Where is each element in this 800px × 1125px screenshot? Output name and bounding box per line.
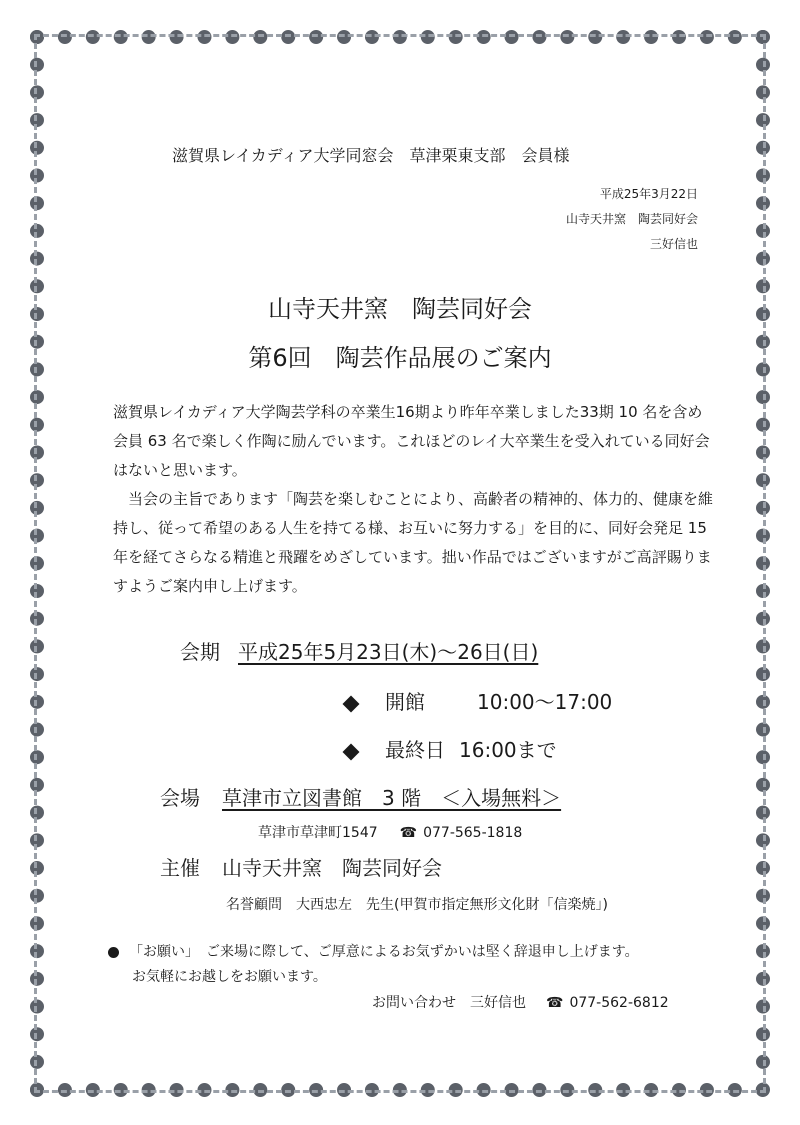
diamond-bullet-icon: [343, 743, 360, 760]
diamond-bullet-icon: [343, 695, 360, 712]
advisor: 名誉顧問 大西忠左 先生(甲賀市指定無形文化財「信楽焼」): [226, 897, 608, 913]
venue-phone: 077-565-1818: [423, 825, 523, 841]
title-line-1: 山寺天井窯 陶芸同好会: [268, 295, 532, 323]
date: 平成25年3月22日: [599, 187, 698, 201]
venue-address: 草津市草津町1547: [258, 825, 378, 841]
host-value: 山寺天井窯 陶芸同好会: [222, 856, 442, 880]
venue-label: 会場: [160, 786, 200, 810]
host-row: [160, 852, 442, 881]
period-row: [180, 636, 538, 665]
sender-name: 三好信也: [649, 237, 698, 251]
opening-hours-row: [345, 686, 612, 715]
open-value: 10:00～17:00: [477, 690, 613, 714]
paragraph-1: 滋賀県レイカディア大学陶芸学科の卒業生16期より昨年卒業しました33期 10 名を含め会員 63 名で楽しく作陶に励んでいます。これほどのレイ大卒業生を受入れている同好会はないと思います。: [113, 403, 710, 479]
bullet-icon: [108, 947, 119, 958]
contact-row: [372, 992, 669, 1012]
paragraph-2: 当会の主旨であります「陶芸を楽しむことにより、高齢者の精神的、体力的、健康を維持し、従って希望のある人生を持てる様、お互いに努力する」を目的に、同好会発足 15 年を経てさらなる精進と飛躍をめざしています。拙い作品ではございますがご高評賜りますようご案内申し上げます。: [113, 490, 714, 595]
phone-icon: ☎: [399, 825, 418, 841]
venue-row: [160, 782, 561, 811]
period-value: 平成25年5月23日(木)～26日(日): [238, 640, 539, 664]
phone-icon: ☎: [546, 995, 564, 1011]
venue-value: 草津市立図書館 3 階 ＜入場無料＞: [222, 786, 562, 810]
sender-organization: 山寺天井窯 陶芸同好会: [565, 212, 698, 226]
notice-line-1: [108, 941, 639, 961]
contact-label: お問い合わせ 三好信也: [372, 995, 526, 1011]
lastday-label: 最終日: [385, 738, 445, 762]
addressee: 滋賀県レイカディア大学同窓会 草津栗東支部 会員様: [172, 146, 570, 165]
lastday-value: 16:00まで: [459, 738, 557, 762]
body-text: [113, 398, 713, 601]
period-label: 会期: [180, 640, 220, 664]
open-label: 開館: [385, 690, 425, 714]
title-line-2: 第6回 陶芸作品展のご案内: [248, 344, 552, 372]
venue-contact-row: [258, 822, 522, 842]
last-day-row: [345, 734, 557, 763]
contact-phone: 077-562-6812: [569, 995, 669, 1011]
notice-line-2: お気軽にお越しをお願います。: [132, 969, 327, 985]
notice-text: 「お願い」 ご来場に際して、ご厚意によるお気ずかいは堅く辞退申し上げます。: [129, 944, 639, 960]
host-label: 主催: [160, 856, 200, 880]
